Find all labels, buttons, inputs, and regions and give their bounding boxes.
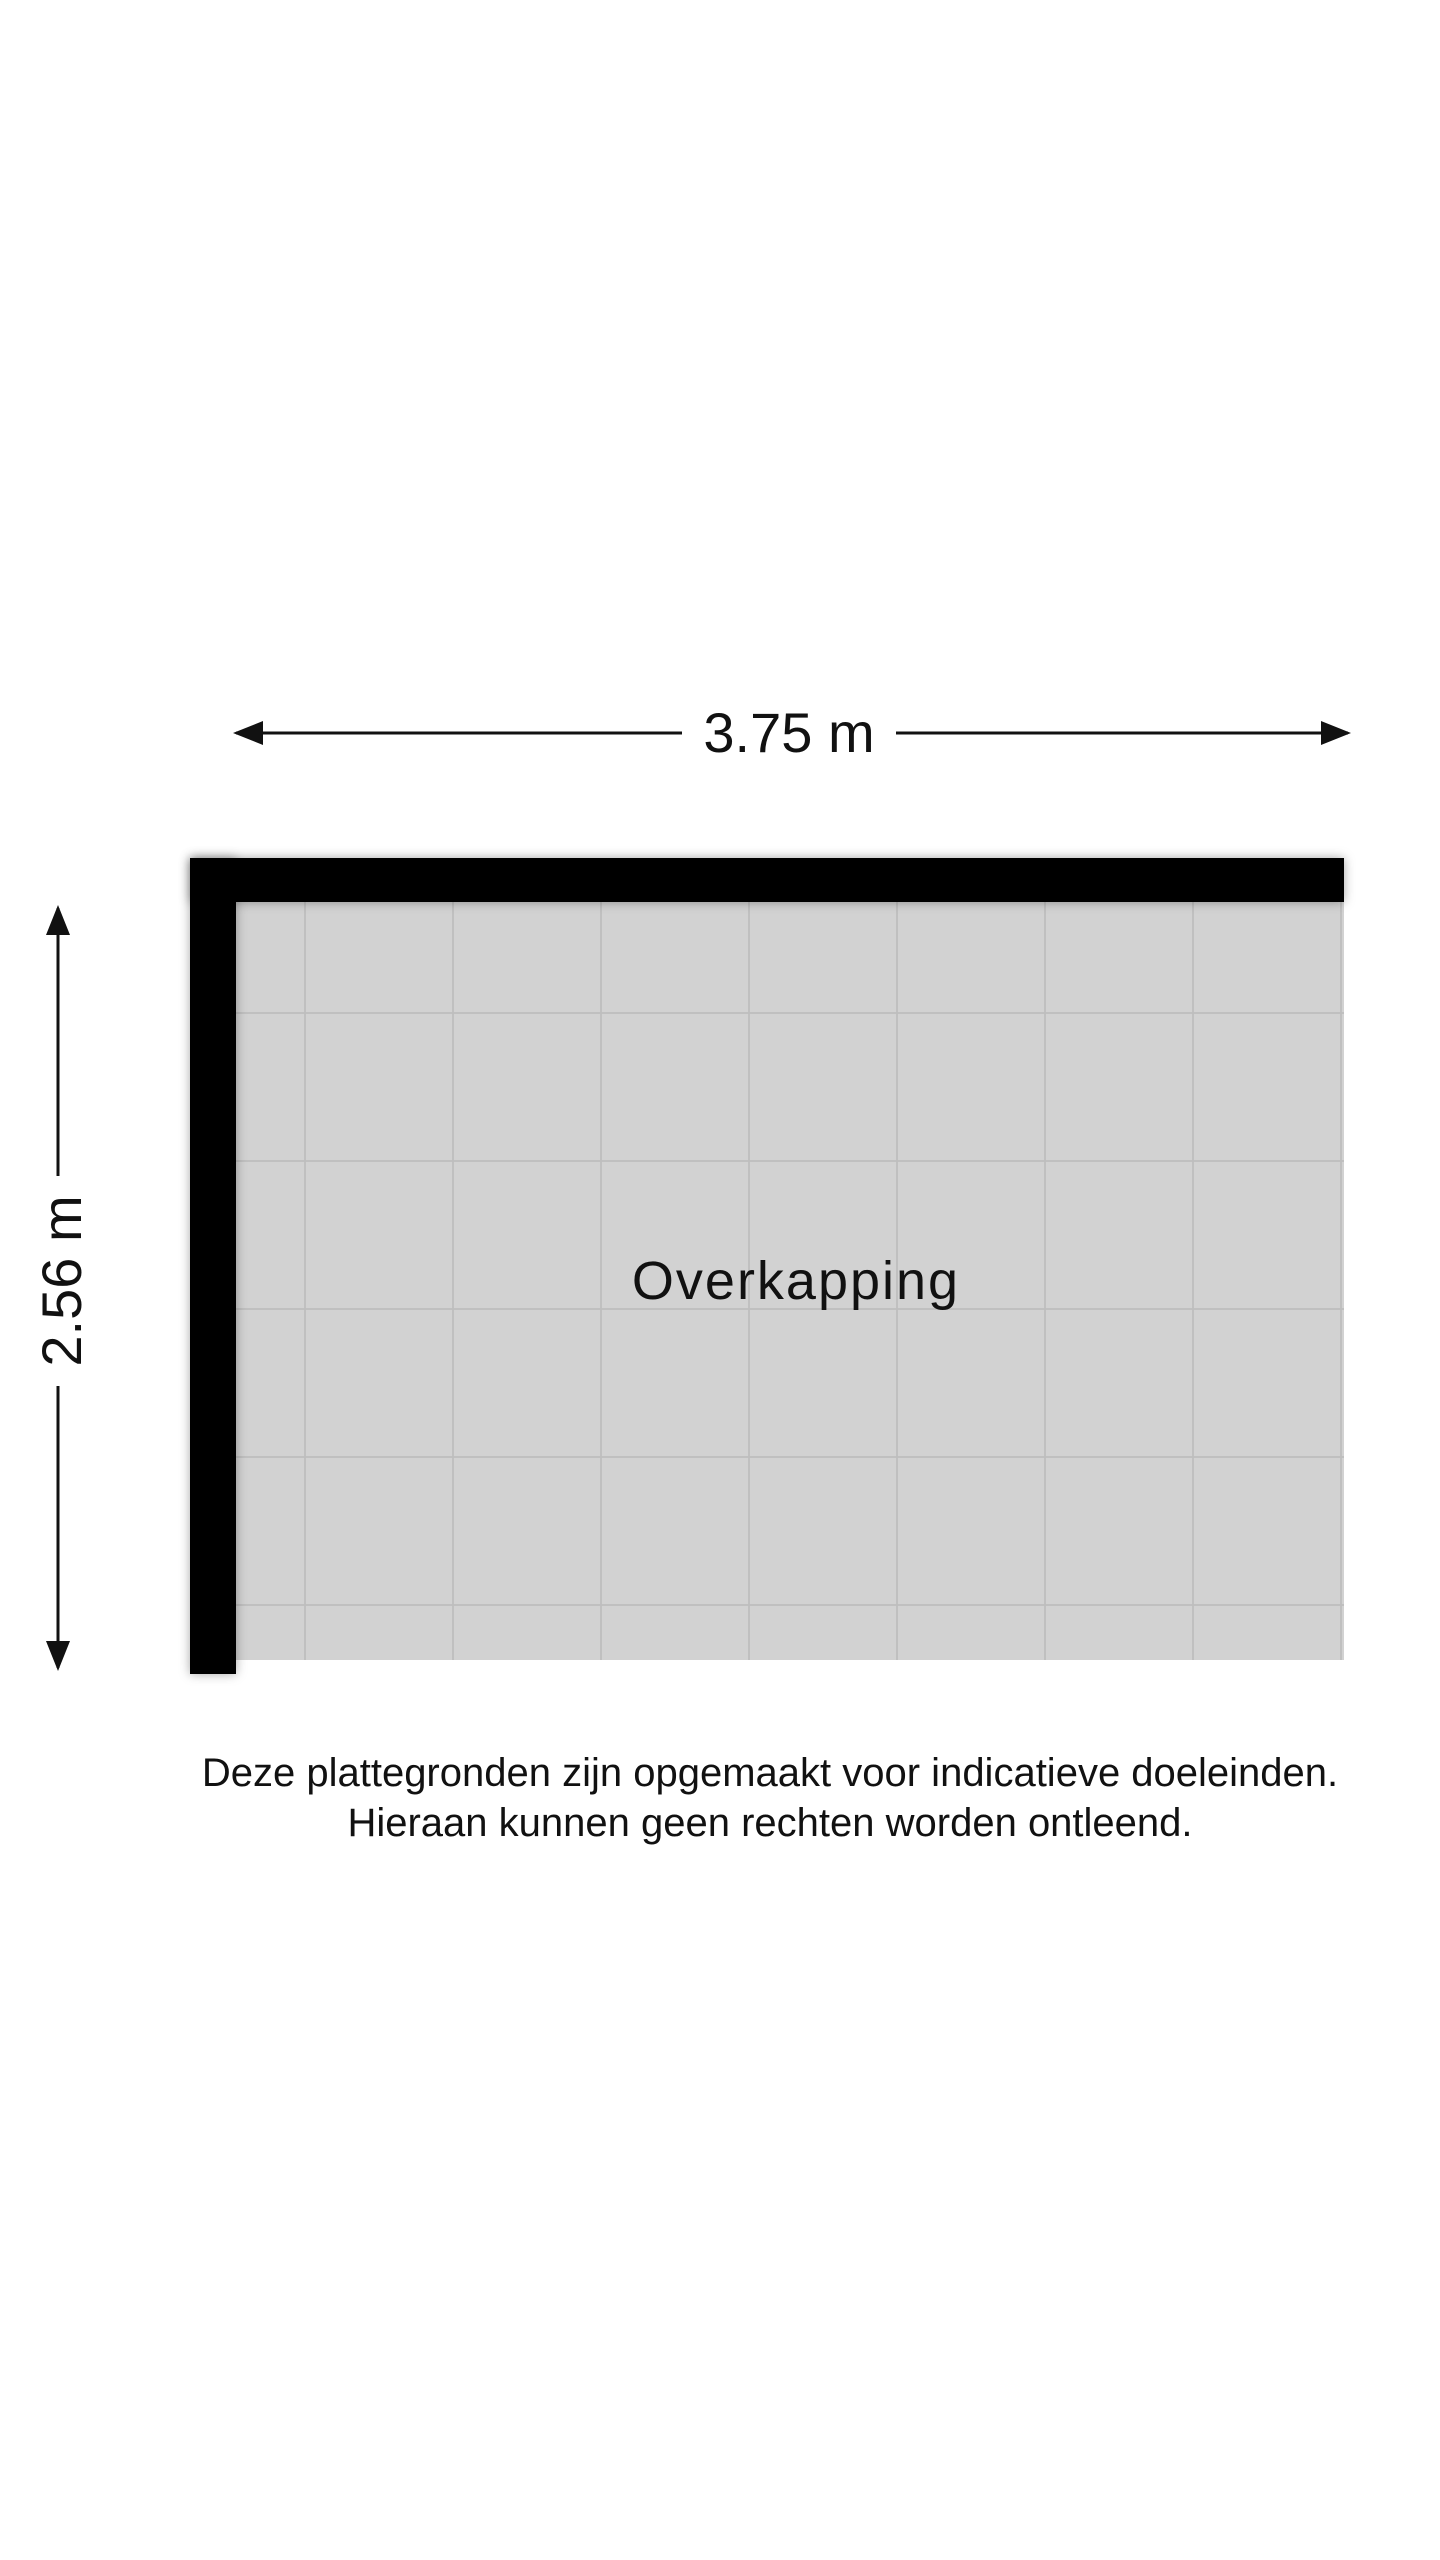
disclaimer-line-2: Hieraan kunnen geen rechten worden ontleend. [347, 1801, 1193, 1845]
disclaimer-line-1: Deze plattegronden zijn opgemaakt voor indicatieve doeleinden. [201, 1751, 1339, 1795]
width-dimension-label: 3.75 m [682, 694, 896, 770]
room-label: Overkapping [631, 1251, 961, 1311]
wall-top [190, 858, 1344, 902]
height-dimension-label: 2.56 m [23, 1176, 99, 1386]
wall-left [190, 858, 236, 1674]
disclaimer-text [100, 1748, 1440, 1848]
